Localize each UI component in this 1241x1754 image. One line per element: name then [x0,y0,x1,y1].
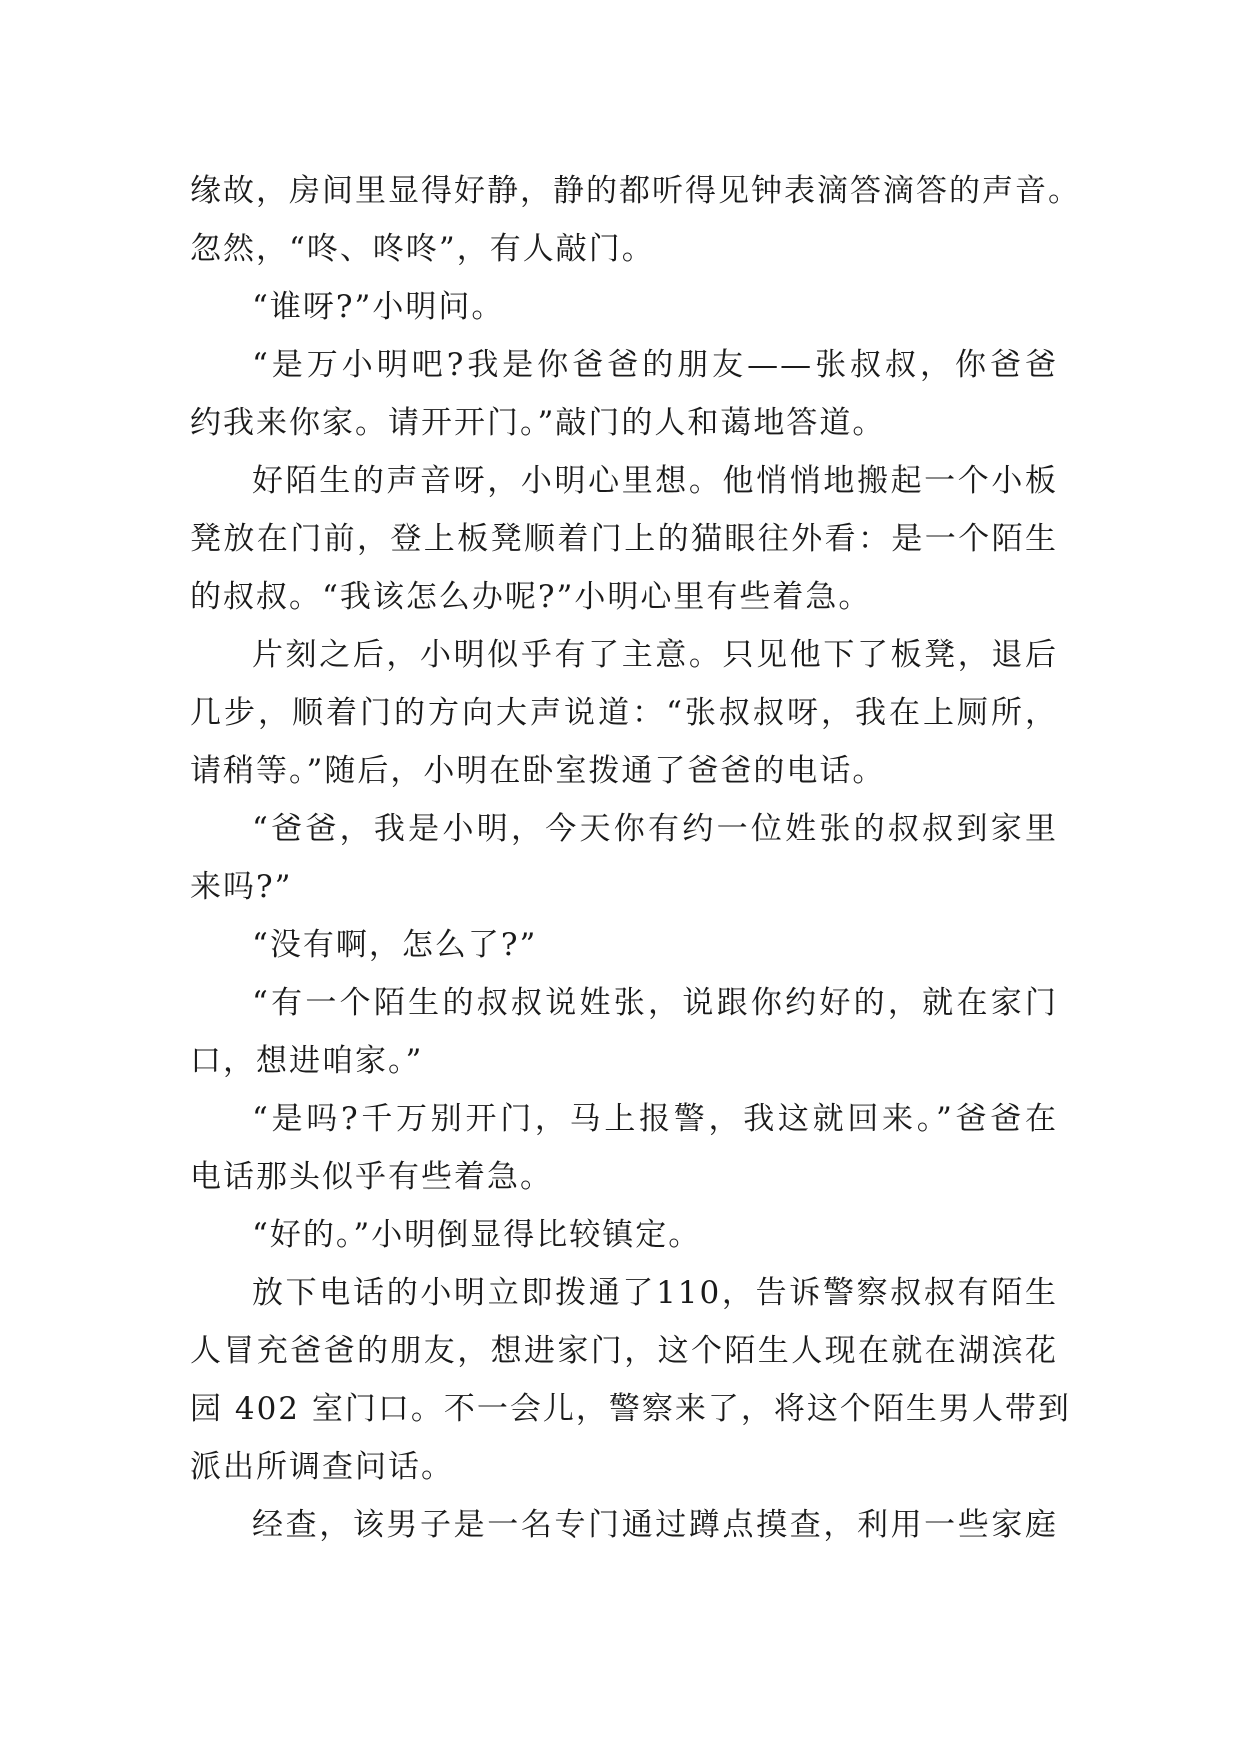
text-line-18: 电话那头似乎有些着急。 [190,1159,553,1195]
text-line-14: “没有啊，怎么了?” [252,927,538,963]
text-line-23: 派出所调查问话。 [190,1449,454,1485]
text-line-6: 好陌生的声音呀，小明心里想。他悄悄地搬起一个小板 [252,463,1058,499]
text-line-16: 口，想进咱家。” [190,1043,424,1079]
text-line-8: 的叔叔。“我该怎么办呢?”小明心里有些着急。 [190,579,872,615]
text-line-9: 片刻之后，小明似乎有了主意。只见他下了板凳，退后 [252,637,1058,673]
text-line-10: 几步，顺着门的方向大声说道：“张叔叔呀，我在上厕所， [190,695,1058,731]
text-line-3: “谁呀?”小明问。 [252,289,505,325]
text-line-12: “爸爸，我是小明，今天你有约一位姓张的叔叔到家里 [252,811,1058,847]
text-line-4: “是万小明吧?我是你爸爸的朋友——张叔叔，你爸爸 [252,347,1058,383]
text-line-11: 请稍等。”随后，小明在卧室拨通了爸爸的电话。 [190,753,886,789]
text-line-1: 缘故，房间里显得好静，静的都听得见钟表滴答滴答的声音。 [190,173,1081,209]
text-line-22: 园 402 室门口。不一会儿，警察来了，将这个陌生男人带到 [190,1391,1071,1427]
text-line-2: 忽然，“咚、咚咚”，有人敲门。 [190,231,655,267]
text-line-21: 人冒充爸爸的朋友，想进家门，这个陌生人现在就在湖滨花 [190,1333,1058,1369]
text-line-5: 约我来你家。请开开门。”敲门的人和蔼地答道。 [190,405,886,441]
text-line-15: “有一个陌生的叔叔说姓张，说跟你约好的，就在家门 [252,985,1058,1021]
text-line-13: 来吗?” [190,869,293,905]
text-line-24: 经查，该男子是一名专门通过蹲点摸查，利用一些家庭 [252,1507,1058,1543]
text-line-20: 放下电话的小明立即拨通了110，告诉警察叔叔有陌生 [252,1275,1058,1311]
text-line-17: “是吗?千万别开门，马上报警，我这就回来。”爸爸在 [252,1101,1058,1137]
text-line-7: 凳放在门前，登上板凳顺着门上的猫眼往外看：是一个陌生 [190,521,1058,557]
text-line-19: “好的。”小明倒显得比较镇定。 [252,1217,702,1253]
document-body [190,162,1081,1554]
